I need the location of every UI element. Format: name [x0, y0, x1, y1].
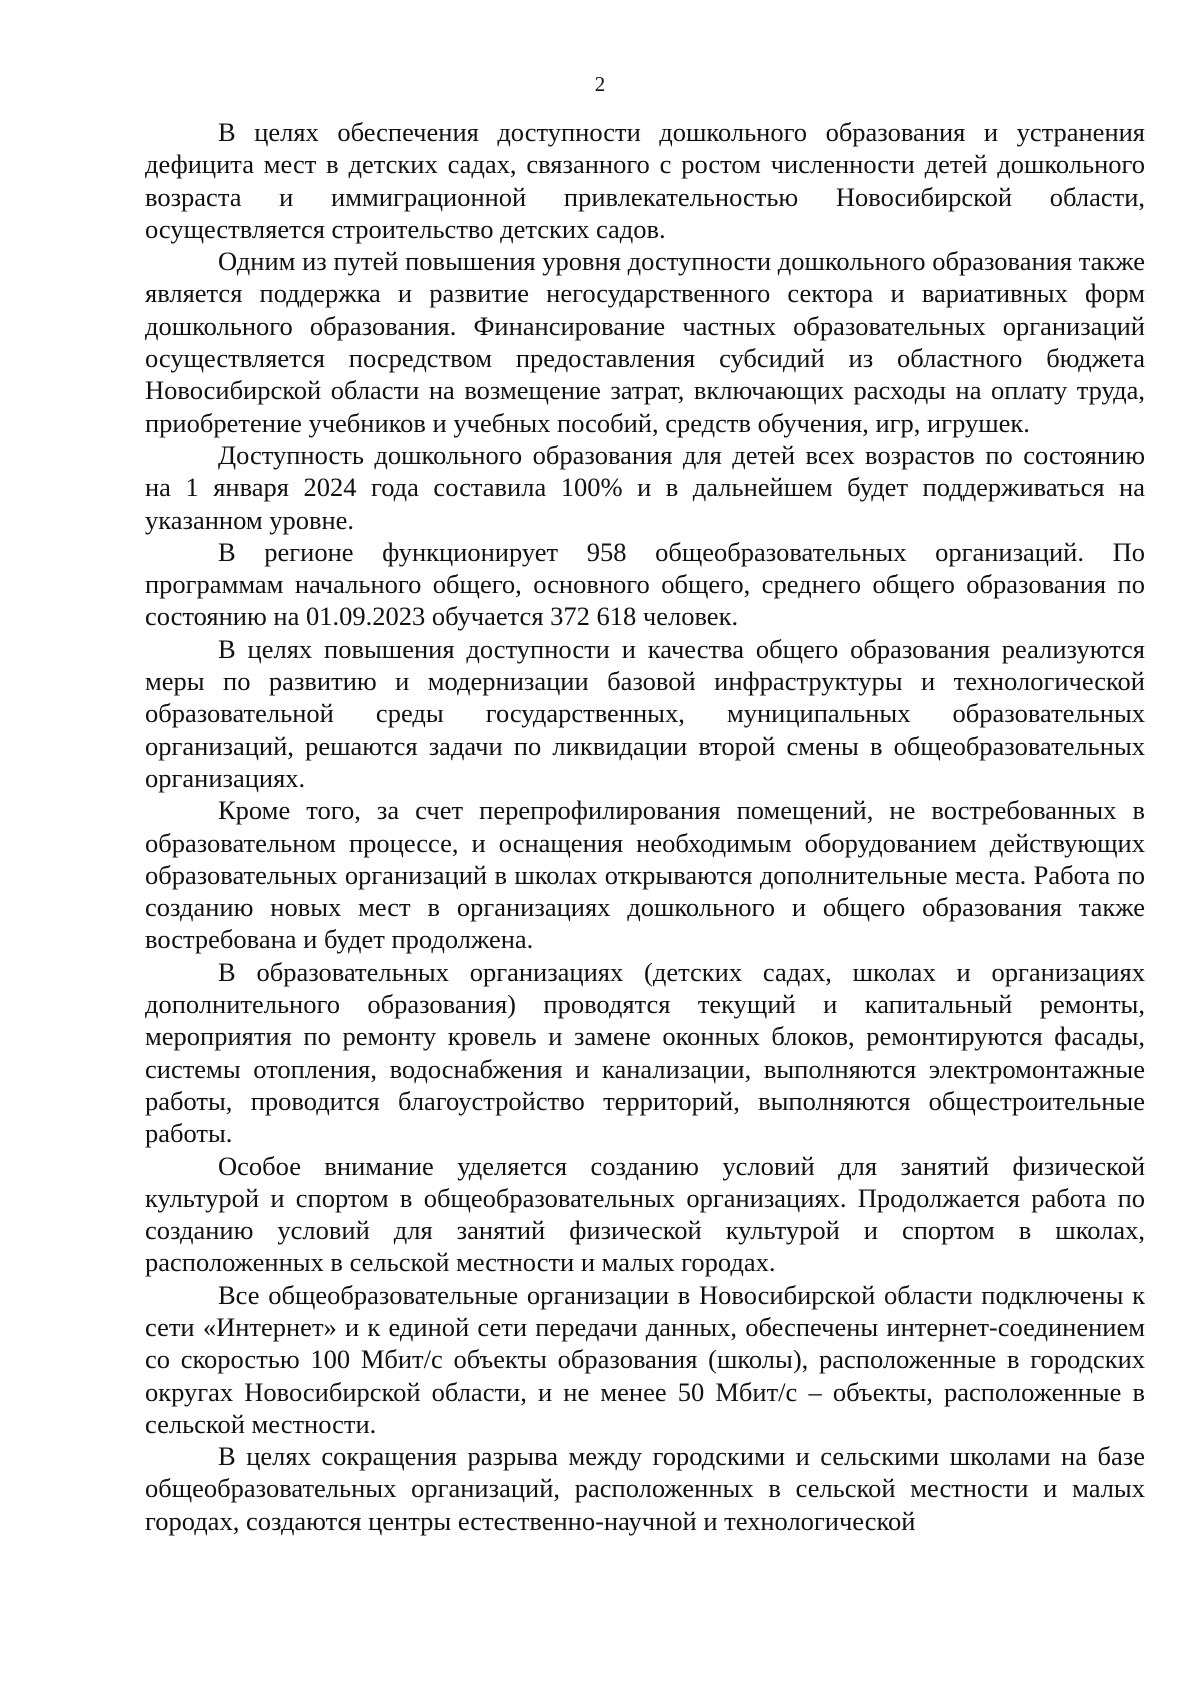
document-body	[145, 116, 1145, 1537]
paragraph-preschool-construction: В целях обеспечения доступности дошкольного образования и устранения дефицита мест в детских садах, связанного с ростом численности детей дошкольного возраста и иммиграционной привлекательностью Новосибирской области, осуществляется строительство детских садов.	[145, 117, 1145, 244]
page-number: 2	[594, 72, 606, 96]
paragraph-internet-connectivity: Все общеобразовательные организации в Новосибирской области подключены к сети «Интернет» и к единой сети передачи данных, обеспечены интернет-соединением со скоростью 100 Мбит/с объекты образования (школы), расположенные в городских округах Новосибирской области, и не менее 50 Мбит/с – объекты, расположенные в сельской местности.	[145, 1279, 1145, 1439]
paragraph-nonstate-sector: Одним из путей повышения уровня доступности дошкольного образования также является поддержка и развитие негосударственного сектора и вариативных форм дошкольного образования. Финансирование частных образовательных организаций осуществляется посредством предоставления субсидий из областного бюджета Новосибирской области на возмещение затрат, включающих расходы на оплату труда, приобретение учебников и учебных пособий, средств обучения, игр, игрушек.	[145, 246, 1145, 438]
paragraph-rural-urban-gap: В целях сокращения разрыва между городскими и сельскими школами на базе общеобразовательных организаций, расположенных в сельской местности и малых городах, создаются центры естественно-научной и технологической	[145, 1441, 1145, 1536]
paragraph-additional-places: Кроме того, за счет перепрофилирования помещений, не востребованных в образовательном процессе, и оснащения необходимым оборудованием действующих образовательных организаций в школах открываются дополнительные места. Работа по созданию новых мест в организациях дошкольного и общего образования также востребована и будет продолжена.	[145, 795, 1145, 955]
paragraph-physical-culture: Особое внимание уделяется созданию условий для занятий физической культурой и спортом в общеобразовательных организациях. Продолжается работа по созданию условий для занятий физической культурой и спортом в школах, расположенных в сельской местности и малых городах.	[145, 1150, 1145, 1278]
paragraph-general-education-count: В регионе функционирует 958 общеобразовательных организаций. По программам начального общего, основного общего, среднего общего образования по состоянию на 01.09.2023 обучается 372 618 человек.	[145, 536, 1145, 632]
paragraph-preschool-availability: Доступность дошкольного образования для детей всех возрастов по состоянию на 1 января 2024 года составила 100% и в дальнейшем будет поддерживаться на указанном уровне.	[145, 439, 1145, 535]
paragraph-infrastructure-modernization: В целях повышения доступности и качества общего образования реализуются меры по развитию и модернизации базовой инфраструктуры и технологической образовательной среды государственных, муниципальных образовательных организаций, решаются задачи по ликвидации второй смены в общеобразовательных организациях.	[145, 633, 1145, 793]
paragraph-repairs: В образовательных организациях (детских садах, школах и организациях дополнительного образования) проводятся текущий и капитальный ремонты, мероприятия по ремонту кровель и замене оконных блоков, ремонтируются фасады, системы отопления, водоснабжения и канализации, выполняются электромонтажные работы, проводится благоустройство территорий, выполняются общестроительные работы.	[145, 956, 1145, 1149]
